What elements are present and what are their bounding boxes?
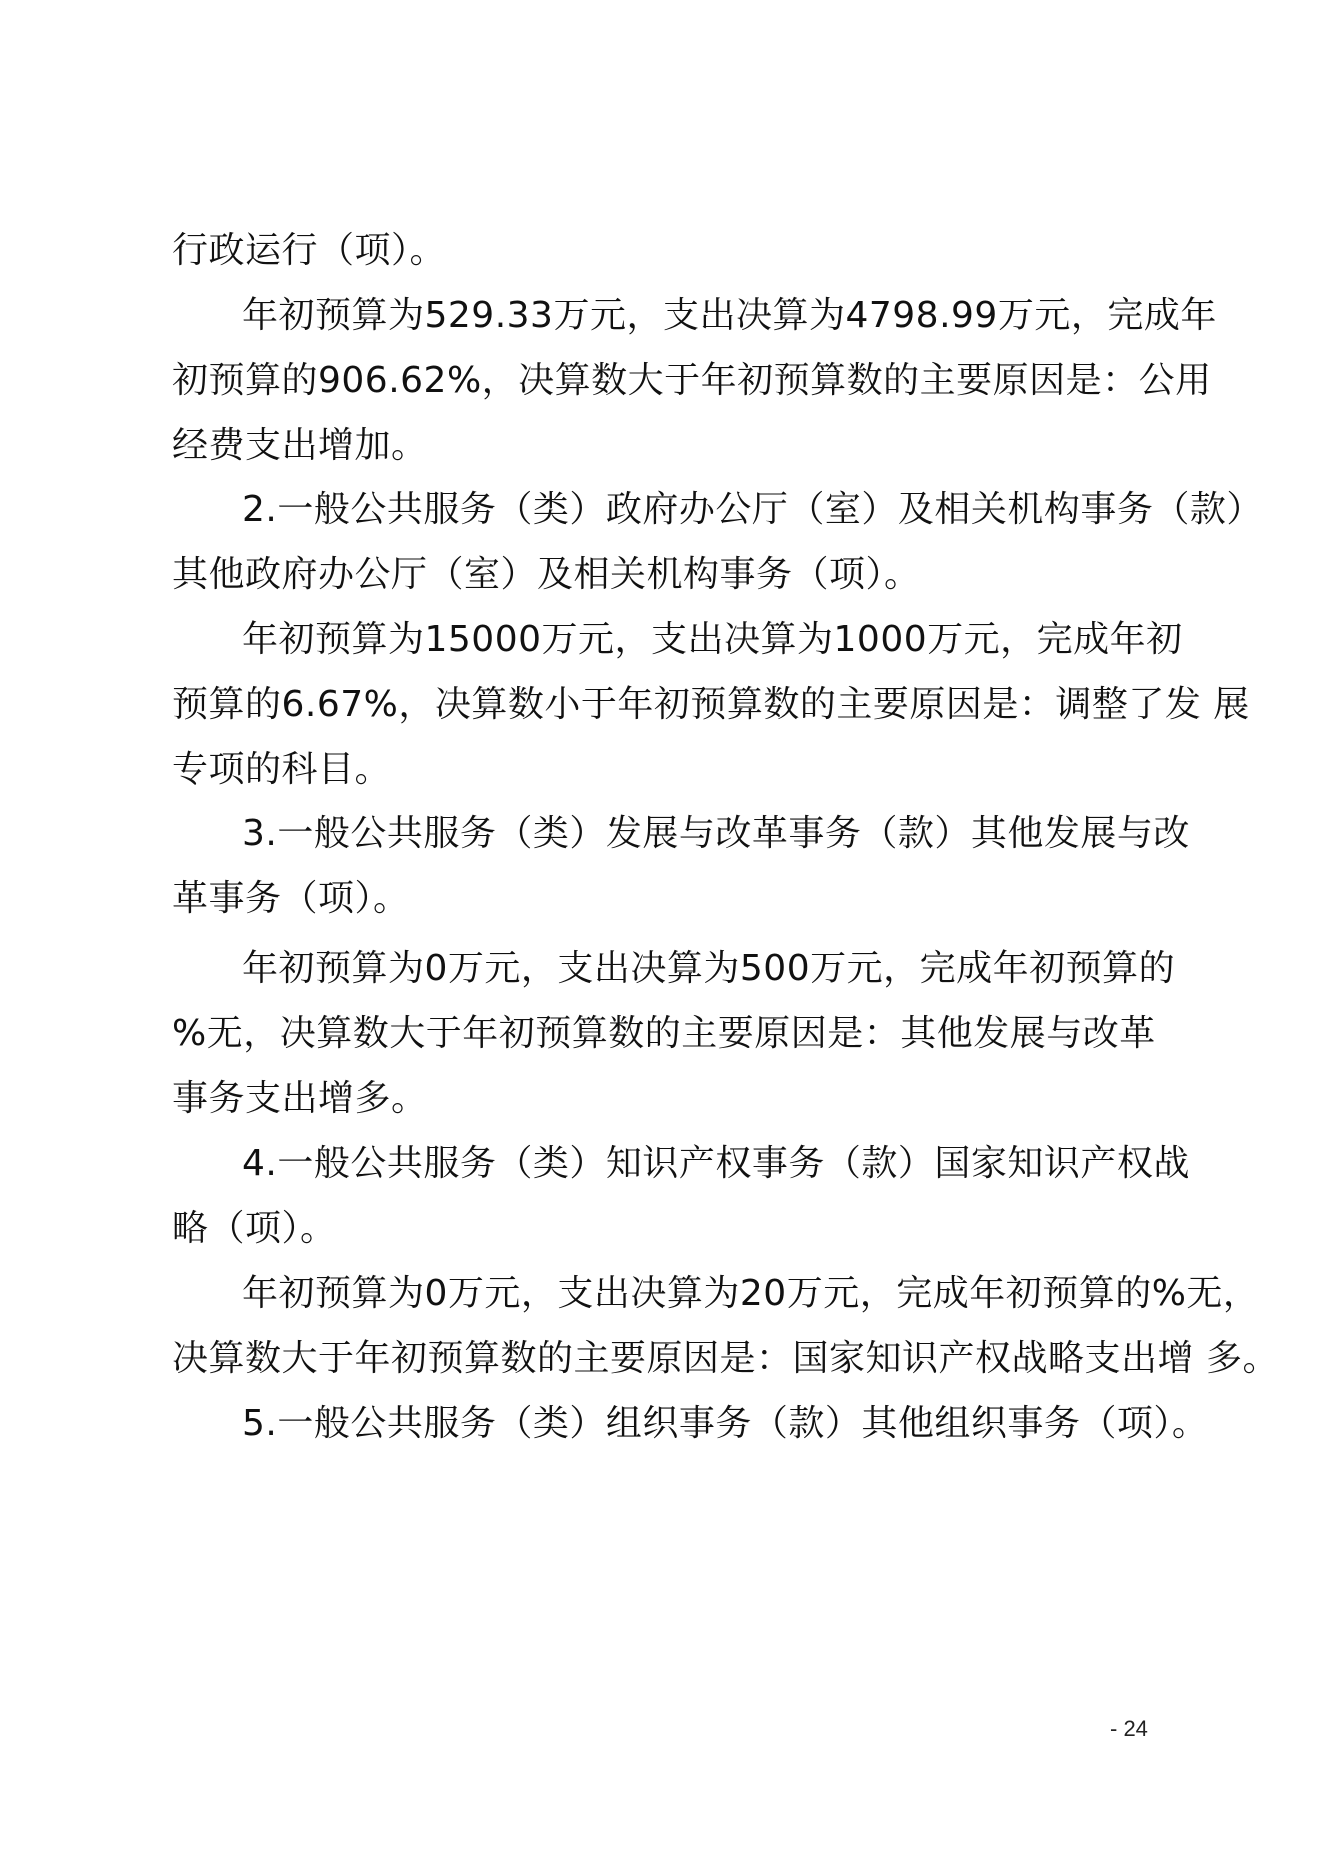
text-line: 预算的6.67%，决算数小于年初预算数的主要原因是：调整了发 展 (172, 684, 1250, 725)
text-line: 初预算的906.62%，决算数大于年初预算数的主要原因是：公用 (172, 360, 1212, 401)
text-line: 其他政府办公厅（室）及相关机构事务（项）。 (172, 554, 921, 595)
text-line: %无，决算数大于年初预算数的主要原因是：其他发展与改革 (172, 1013, 1156, 1054)
text-line: 4.一般公共服务（类）知识产权事务（款）国家知识产权战 (242, 1143, 1190, 1184)
text-line: 决算数大于年初预算数的主要原因是：国家知识产权战略支出增 多。 (172, 1338, 1279, 1379)
text-line: 经费支出增加。 (172, 425, 428, 466)
text-line: 事务支出增多。 (172, 1078, 428, 1119)
page-number: - 24 (1110, 1716, 1148, 1741)
text-line: 略（项）。 (172, 1208, 337, 1249)
text-line: 专项的科目。 (172, 749, 392, 790)
text-line: 5.一般公共服务（类）组织事务（款）其他组织事务（项）。 (242, 1403, 1209, 1444)
text-line: 年初预算为0万元，支出决算为20万元，完成年初预算的%无， (242, 1273, 1260, 1314)
text-line: 3.一般公共服务（类）发展与改革事务（款）其他发展与改 (242, 813, 1190, 854)
text-line: 年初预算为529.33万元，支出决算为4798.99万元，完成年 (242, 295, 1217, 336)
text-line: 行政运行（项）。 (172, 230, 447, 271)
text-line: 2.一般公共服务（类）政府办公厅（室）及相关机构事务（款） (242, 489, 1263, 530)
text-line: 年初预算为0万元，支出决算为500万元，完成年初预算的 (242, 948, 1176, 989)
text-line: 年初预算为15000万元，支出决算为1000万元，完成年初 (242, 619, 1183, 660)
text-line: 革事务（项）。 (172, 878, 410, 919)
